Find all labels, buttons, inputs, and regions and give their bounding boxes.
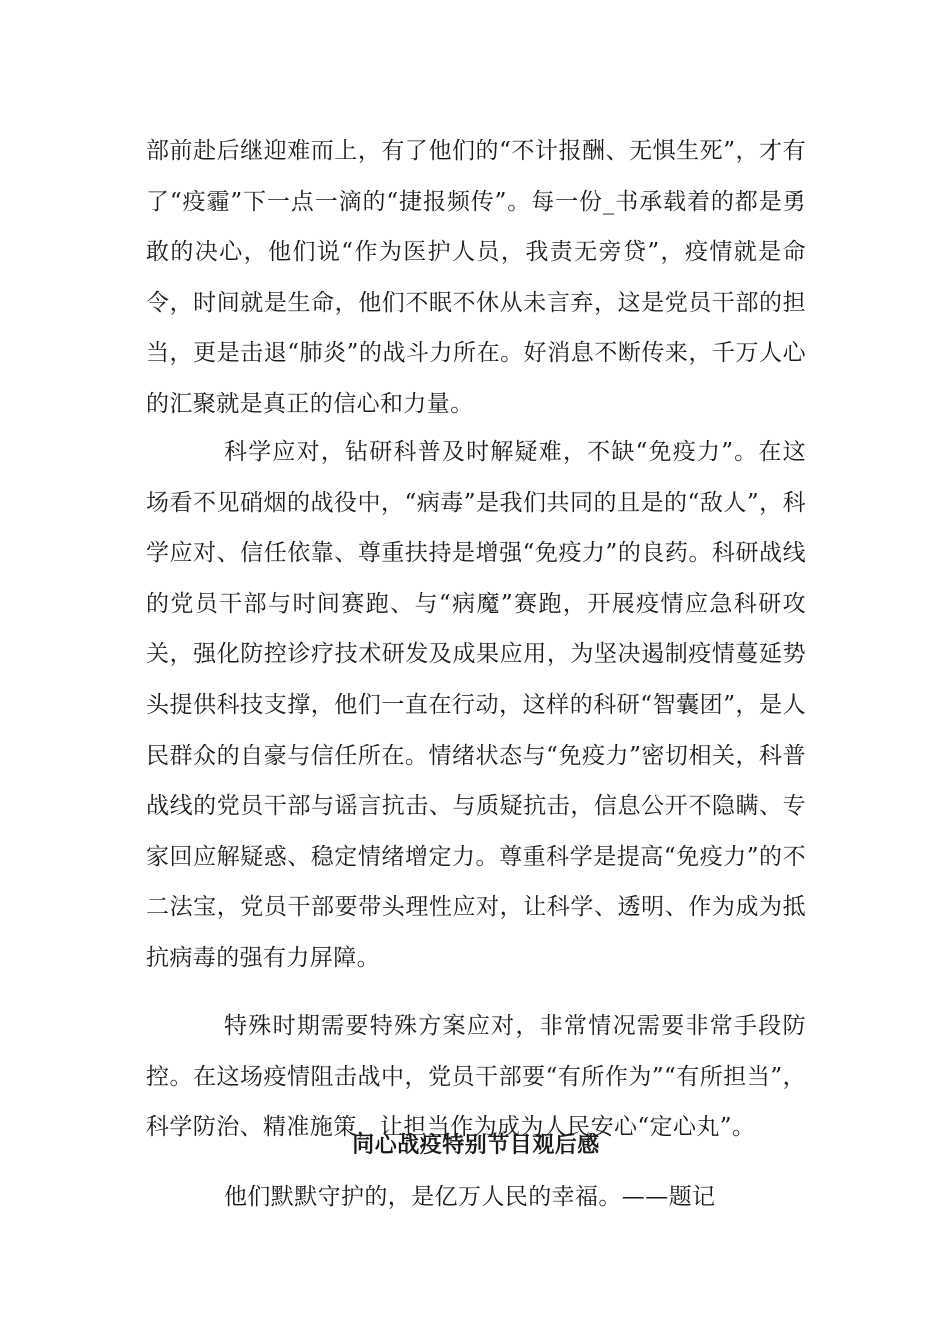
epigraph: 他们默默守护的，是亿万人民的幸福。——题记 — [224, 1184, 716, 1210]
paragraph-special-period: 特殊时期需要特殊方案应对，非常情况需要非常手段防控。在这场疫情阻击战中，党员干部要“有所作为”“有所担当”，科学防治、精准施策，让担当作为成为人民安心“定心丸”。 — [146, 1013, 806, 1141]
paragraph-continuation: 部前赴后继迎难而上，有了他们的“不计报酬、无惧生死”，才有了“疫霾”下一点一滴的“捷报频传”。每一份_书承载着的都是勇敢的决心，他们说“作为医护人员，我责无旁贷”，疫情就是命令，时间就是生命，他们不眠不休从未言弃，这是党员干部的担当，更是击退“肺炎”的战斗力所在。好消息不断传来，千万人心的汇聚就是真正的信心和力量。 — [146, 138, 806, 417]
paragraph-science-response: 科学应对，钻研科普及时解疑难，不缺“免疫力”。在这场看不见硝烟的战役中，“病毒”是我们共同的且是的“敌人”，科学应对、信任依靠、尊重扶持是增强“免疫力”的良药。科研战线的党员干部与时间赛跑、与“病魔”赛跑，开展疫情应急科研攻关，强化防控诊疗技术研发及成果应用，为坚决遏制疫情蔓延势头提供科技支撑，他们一直在行动，这样的科研“智囊团”，是人民群众的自豪与信任所在。情绪状态与“免疫力”密切相关，科普战线的党员干部与谣言抗击、与质疑抗击，信息公开不隐瞒、专家回应解疑惑、稳定情绪增定力。尊重科学是提高“免疫力”的不二法宝，党员干部要带头理性应对，让科学、透明、作为成为抵抗病毒的强有力屏障。 — [146, 439, 806, 971]
section-title: 同心战疫特别节目观后感 — [352, 1133, 600, 1158]
